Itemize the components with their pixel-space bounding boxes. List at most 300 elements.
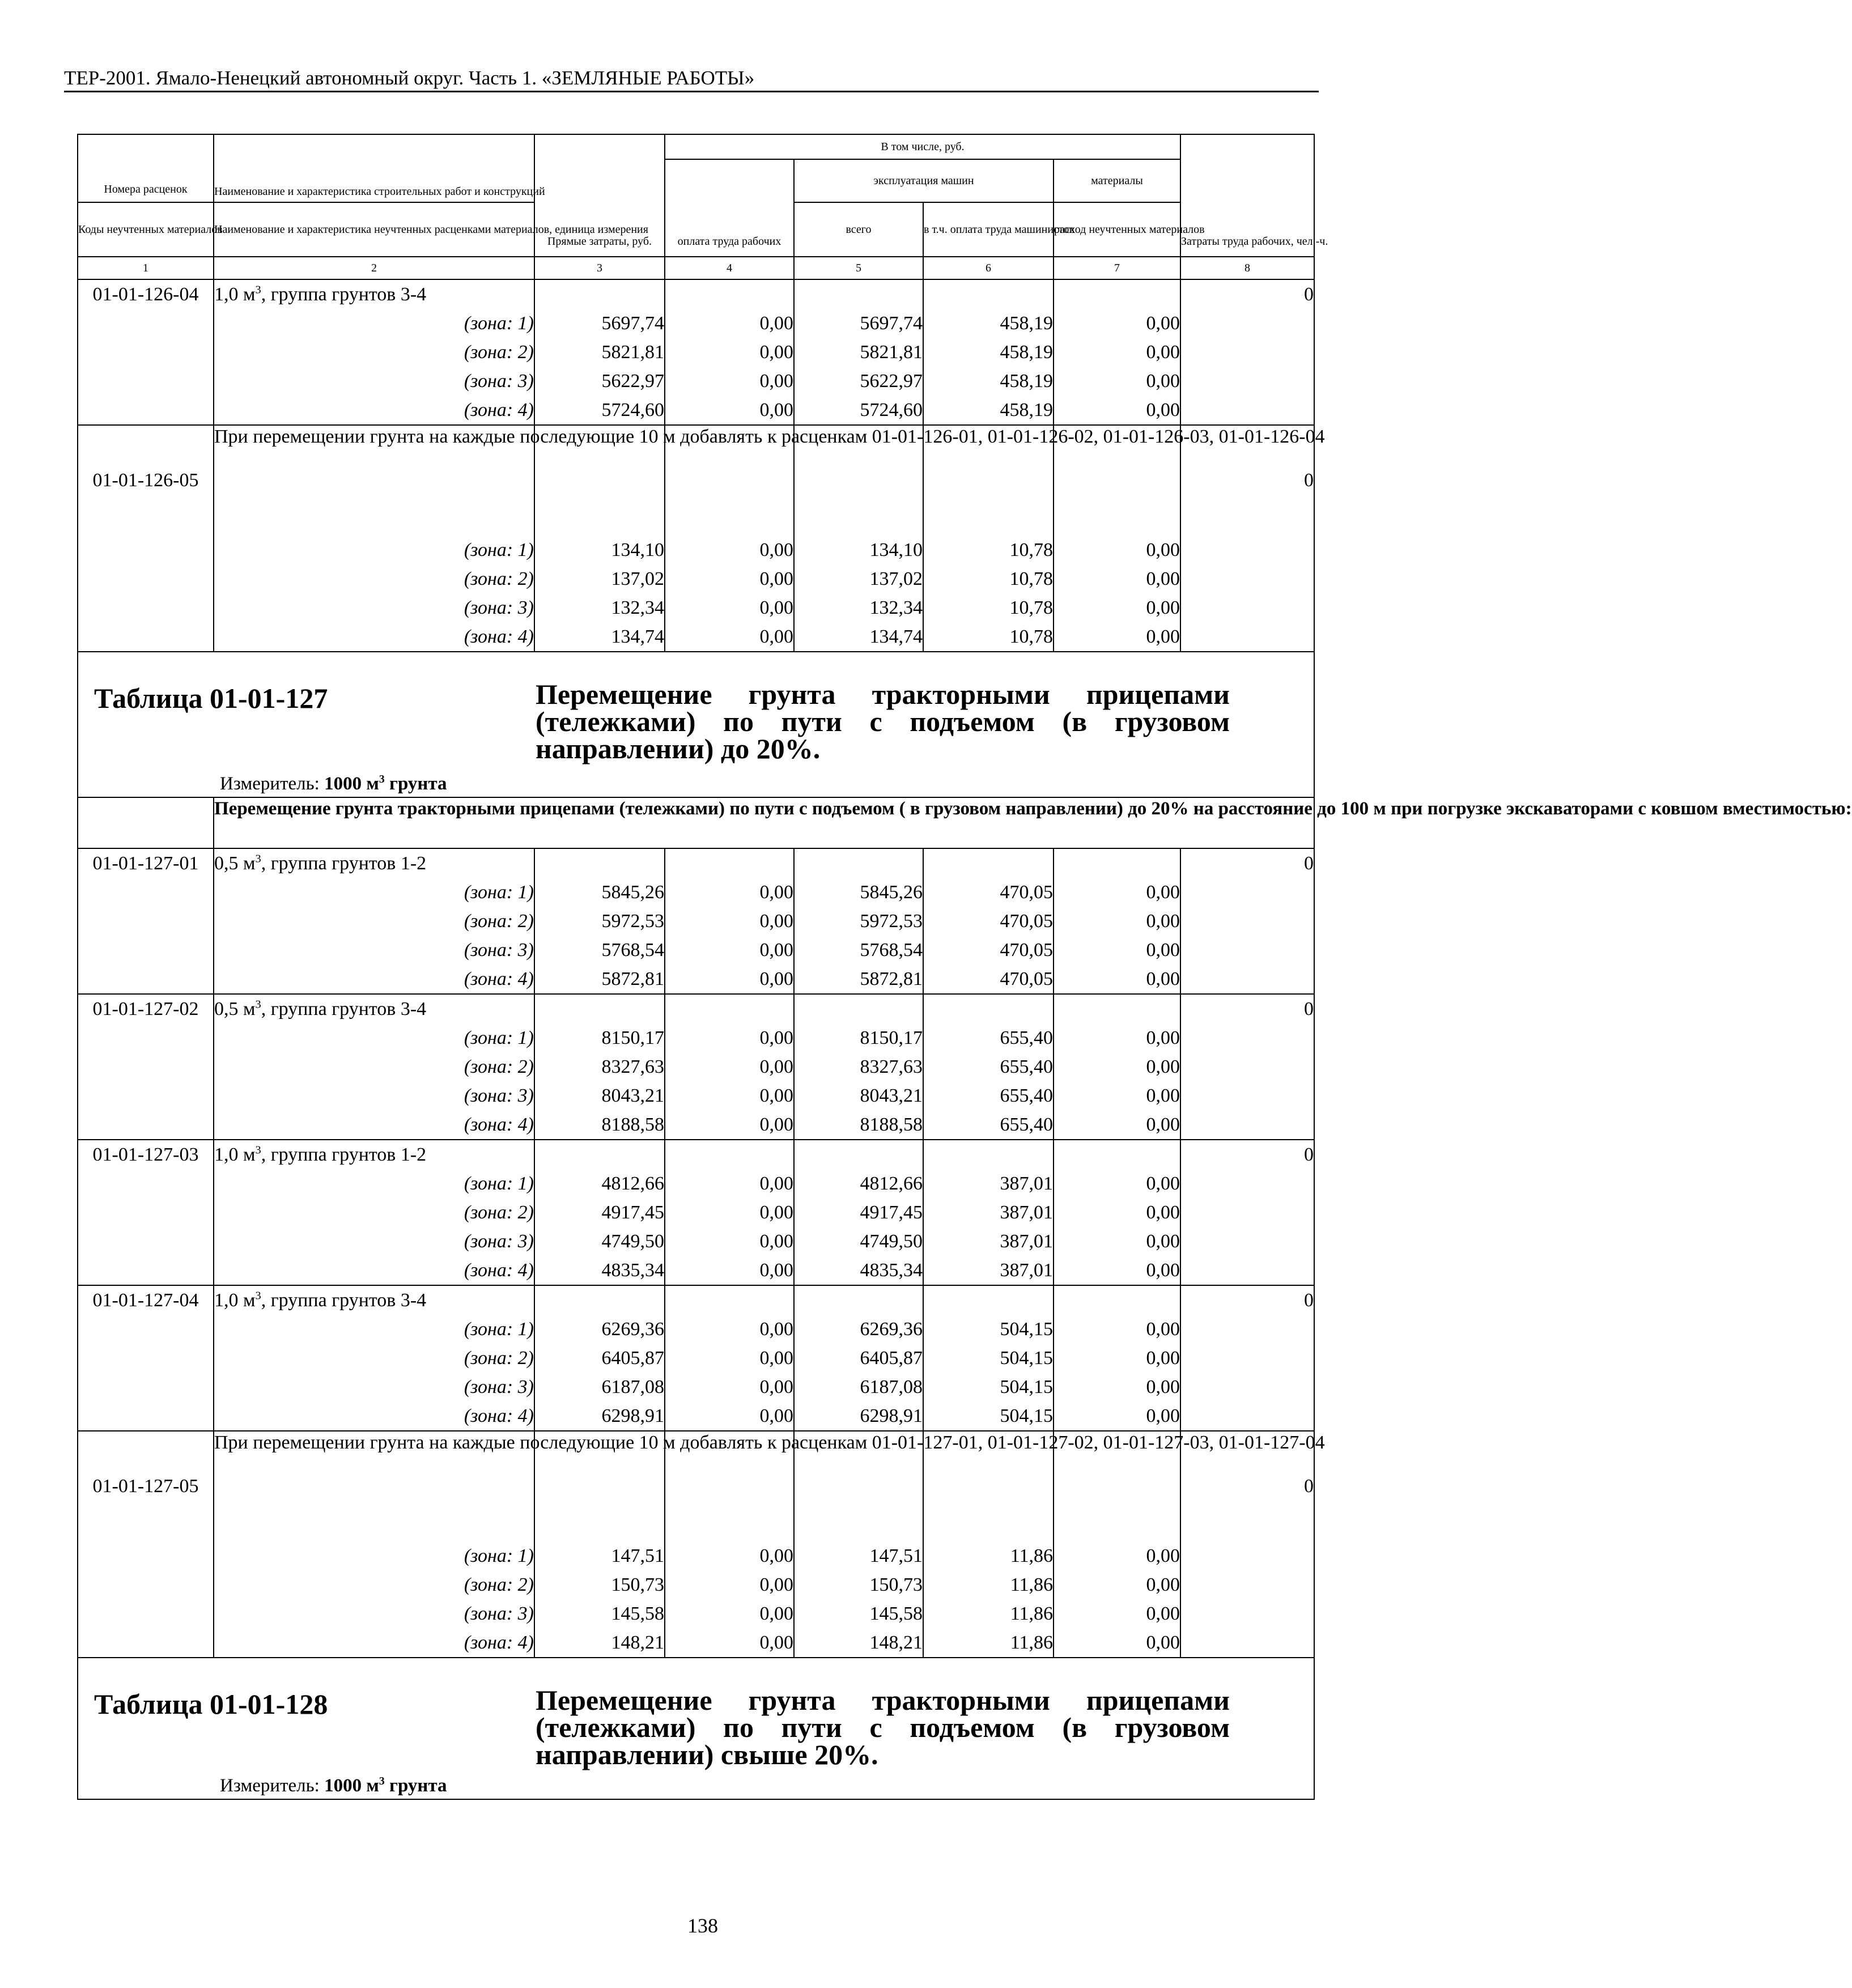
- direct-cost: 8327,63: [534, 1052, 665, 1081]
- section-title: Перемещение грунта тракторными прицепами (тележками) по пути с подъемом (в грузовом направлении) до 20%.: [536, 678, 1230, 764]
- machine-cost: 5821,81: [794, 338, 923, 367]
- rate-name-suffix: , группа грунтов 1-2: [261, 1144, 427, 1165]
- measure-suffix: грунта: [384, 774, 447, 794]
- zone-label: (зона: 2): [214, 907, 534, 936]
- rate-name-sup: 3: [255, 283, 261, 296]
- direct-cost: 4917,45: [534, 1198, 665, 1227]
- zone-label: (зона: 3): [214, 1227, 534, 1256]
- col-header-machine-total: всего: [794, 202, 923, 257]
- rate-code: 01-01-127-03: [78, 1140, 214, 1169]
- material-cost: 0,00: [1054, 878, 1180, 907]
- empty-cell: [1180, 936, 1314, 965]
- labor-value: 0: [1180, 1140, 1314, 1169]
- empty-cell: [534, 279, 665, 309]
- rate-row: [78, 1140, 1314, 1169]
- material-cost: 0,00: [1054, 309, 1180, 338]
- empty-cell: [78, 564, 214, 593]
- machinist-wage: 470,05: [923, 936, 1054, 965]
- machinist-wage: 11,86: [923, 1599, 1054, 1628]
- material-cost: 0,00: [1054, 1570, 1180, 1599]
- machinist-wage: 10,78: [923, 622, 1054, 652]
- empty-cell: [78, 1227, 214, 1256]
- empty-cell: [78, 1344, 214, 1373]
- empty-cell: [534, 1285, 665, 1315]
- machine-cost: 5972,53: [794, 907, 923, 936]
- zone-label: (зона: 3): [214, 367, 534, 396]
- empty-cell: [78, 965, 214, 994]
- rate-name: [214, 994, 534, 1023]
- empty-cell: [1180, 1110, 1314, 1140]
- material-cost: 0,00: [1054, 1401, 1180, 1431]
- empty-cell: [78, 1541, 214, 1570]
- rate-code: 01-01-127-04: [78, 1285, 214, 1315]
- empty-cell: [78, 1198, 214, 1227]
- rate-row: [78, 1285, 1314, 1315]
- worker-wage: 0,00: [665, 1373, 794, 1401]
- zone-row: [78, 1081, 1314, 1110]
- rate-row: [78, 425, 1314, 536]
- machine-cost: 5697,74: [794, 309, 923, 338]
- empty-cell: [78, 367, 214, 396]
- worker-wage: 0,00: [665, 309, 794, 338]
- section-measure: [220, 774, 447, 795]
- machine-cost: 8327,63: [794, 1052, 923, 1081]
- machinist-wage: 504,15: [923, 1344, 1054, 1373]
- zone-label: (зона: 4): [214, 396, 534, 425]
- empty-cell: [665, 279, 794, 309]
- rates-table: [77, 134, 1852, 1813]
- rate-code: 01-01-127-02: [78, 994, 214, 1023]
- worker-wage: 0,00: [665, 878, 794, 907]
- direct-cost: 134,10: [534, 536, 665, 564]
- machinist-wage: 458,19: [923, 396, 1054, 425]
- rate-name: [214, 848, 534, 878]
- measure-label: Измеритель:: [220, 1775, 325, 1796]
- rate-row: [78, 994, 1314, 1023]
- worker-wage: 0,00: [665, 1081, 794, 1110]
- direct-cost: 145,58: [534, 1599, 665, 1628]
- empty-cell: [1180, 1401, 1314, 1431]
- empty-cell: [1180, 965, 1314, 994]
- rate-name-sup: 3: [255, 852, 261, 865]
- zone-row: [78, 1541, 1314, 1570]
- empty-cell: [1180, 1541, 1314, 1570]
- zone-label: (зона: 2): [214, 564, 534, 593]
- machinist-wage: 387,01: [923, 1256, 1054, 1285]
- empty-cell: [665, 1140, 794, 1169]
- machine-cost: 134,74: [794, 622, 923, 652]
- col-header-direct-costs: Прямые затраты, руб.: [534, 134, 665, 257]
- col-number: 2: [214, 257, 534, 279]
- empty-cell: [794, 1140, 923, 1169]
- machine-cost: 4835,34: [794, 1256, 923, 1285]
- rate-row: [78, 279, 1314, 309]
- machine-cost: 6405,87: [794, 1344, 923, 1373]
- zone-label: (зона: 4): [214, 1401, 534, 1431]
- machinist-wage: 10,78: [923, 593, 1054, 622]
- zone-label: (зона: 2): [214, 1052, 534, 1081]
- direct-cost: 5622,97: [534, 367, 665, 396]
- empty-cell: [1180, 396, 1314, 425]
- machine-cost: 5724,60: [794, 396, 923, 425]
- empty-cell: [534, 1140, 665, 1169]
- material-cost: 0,00: [1054, 1023, 1180, 1052]
- rate-name: [214, 1285, 534, 1315]
- zone-row: [78, 1256, 1314, 1285]
- col-header-material-consumption: расход неучтенных материалов: [1054, 202, 1180, 257]
- section-title: Перемещение грунта тракторными прицепами (тележками) по пути с подъемом (в грузовом направлении) свыше 20%.: [536, 1684, 1230, 1770]
- empty-cell: [1180, 1315, 1314, 1344]
- empty-cell: [78, 1599, 214, 1628]
- empty-cell: [78, 878, 214, 907]
- zone-label: (зона: 3): [214, 1599, 534, 1628]
- col-number: 3: [534, 257, 665, 279]
- measure-value: [324, 1775, 447, 1796]
- material-cost: 0,00: [1054, 367, 1180, 396]
- worker-wage: 0,00: [665, 396, 794, 425]
- empty-cell: [794, 994, 923, 1023]
- empty-cell: [1180, 536, 1314, 564]
- rate-code: 01-01-127-05: [78, 1431, 214, 1541]
- zone-row: [78, 536, 1314, 564]
- zone-row: [78, 1110, 1314, 1140]
- rate-name: [214, 1140, 534, 1169]
- page-number: 138: [687, 1914, 718, 1937]
- rate-name-suffix: , группа грунтов 3-4: [261, 283, 427, 305]
- col-header-rate-number: Номера расценок: [78, 134, 214, 202]
- empty-cell: [78, 309, 214, 338]
- empty-cell: [1180, 1023, 1314, 1052]
- worker-wage: 0,00: [665, 1541, 794, 1570]
- empty-cell: [78, 1052, 214, 1081]
- rate-code: 01-01-126-04: [78, 279, 214, 309]
- machine-cost: 6269,36: [794, 1315, 923, 1344]
- direct-cost: 4835,34: [534, 1256, 665, 1285]
- empty-cell: [1054, 994, 1180, 1023]
- col-header-work-name: Наименование и характеристика строительных работ и конструкций: [214, 134, 534, 202]
- rate-note: При перемещении грунта на каждые последующие 10 м добавлять к расценкам 01-01-126-01, 01-01-126-02, 01-01-126-03, 01-01-126-04: [214, 425, 534, 536]
- empty-cell: [1180, 338, 1314, 367]
- worker-wage: 0,00: [665, 1570, 794, 1599]
- machine-cost: 132,34: [794, 593, 923, 622]
- rate-name-suffix: , группа грунтов 1-2: [261, 852, 427, 874]
- material-cost: 0,00: [1054, 1227, 1180, 1256]
- section-header-cell: [78, 652, 1314, 797]
- empty-cell: [1180, 564, 1314, 593]
- empty-cell: [78, 536, 214, 564]
- rate-name-sup: 3: [255, 998, 261, 1011]
- direct-cost: 150,73: [534, 1570, 665, 1599]
- empty-cell: [1180, 593, 1314, 622]
- measure-sup: 3: [379, 1775, 385, 1787]
- empty-cell: [78, 1401, 214, 1431]
- rate-name-suffix: , группа грунтов 3-4: [261, 998, 427, 1020]
- empty-cell: [78, 1570, 214, 1599]
- zone-label: (зона: 1): [214, 1541, 534, 1570]
- empty-cell: [665, 1285, 794, 1315]
- empty-cell: [1180, 1570, 1314, 1599]
- page-header-title: ТЕР-2001. Ямало-Ненецкий автономный округ. Часть 1. «ЗЕМЛЯНЫЕ РАБОТЫ»: [64, 67, 755, 89]
- empty-cell: [1180, 622, 1314, 652]
- empty-cell: [1180, 1344, 1314, 1373]
- empty-cell: [1054, 848, 1180, 878]
- machinist-wage: 387,01: [923, 1169, 1054, 1198]
- machine-cost: 6298,91: [794, 1401, 923, 1431]
- empty-cell: [923, 994, 1054, 1023]
- direct-cost: 5872,81: [534, 965, 665, 994]
- zone-row: [78, 1401, 1314, 1431]
- zone-label: (зона: 2): [214, 1198, 534, 1227]
- material-cost: 0,00: [1054, 593, 1180, 622]
- machine-cost: 134,10: [794, 536, 923, 564]
- worker-wage: 0,00: [665, 564, 794, 593]
- empty-cell: [923, 279, 1054, 309]
- material-cost: 0,00: [1054, 936, 1180, 965]
- machine-cost: 8150,17: [794, 1023, 923, 1052]
- worker-wage: 0,00: [665, 338, 794, 367]
- material-cost: 0,00: [1054, 564, 1180, 593]
- direct-cost: 4812,66: [534, 1169, 665, 1198]
- empty-cell: [78, 1256, 214, 1285]
- empty-cell: [78, 622, 214, 652]
- measure-sup: 3: [379, 773, 385, 785]
- empty-cell: [1054, 279, 1180, 309]
- material-cost: 0,00: [1054, 622, 1180, 652]
- rate-code: 01-01-127-01: [78, 848, 214, 878]
- empty-cell: [1180, 1169, 1314, 1198]
- empty-cell: [534, 848, 665, 878]
- machine-cost: 137,02: [794, 564, 923, 593]
- material-cost: 0,00: [1054, 1628, 1180, 1658]
- rate-code: 01-01-126-05: [78, 425, 214, 536]
- material-cost: 0,00: [1054, 1256, 1180, 1285]
- machine-cost: 8188,58: [794, 1110, 923, 1140]
- material-cost: 0,00: [1054, 1110, 1180, 1140]
- material-cost: 0,00: [1054, 1344, 1180, 1373]
- material-cost: 0,00: [1054, 965, 1180, 994]
- empty-cell: [78, 593, 214, 622]
- machine-cost: 147,51: [794, 1541, 923, 1570]
- empty-cell: [78, 338, 214, 367]
- zone-label: (зона: 4): [214, 1628, 534, 1658]
- zone-label: (зона: 2): [214, 1570, 534, 1599]
- col-header-material-codes: Коды неучтенных материалов: [78, 202, 214, 257]
- col-header-material-names: Наименование и характеристика неучтенных расценками материалов, единица измерения: [214, 202, 534, 257]
- empty-cell: [1180, 1227, 1314, 1256]
- rate-name-sup: 3: [255, 1144, 261, 1157]
- machinist-wage: 655,40: [923, 1023, 1054, 1052]
- col-header-machine-operation: эксплуатация машин: [794, 159, 1054, 202]
- col-number: 4: [665, 257, 794, 279]
- direct-cost: 8043,21: [534, 1081, 665, 1110]
- zone-label: (зона: 4): [214, 965, 534, 994]
- zone-label: (зона: 1): [214, 536, 534, 564]
- material-cost: 0,00: [1054, 1599, 1180, 1628]
- section-label: Таблица 01-01-127: [94, 682, 328, 714]
- material-cost: 0,00: [1054, 1081, 1180, 1110]
- worker-wage: 0,00: [665, 936, 794, 965]
- empty-cell: [1054, 1140, 1180, 1169]
- worker-wage: 0,00: [665, 965, 794, 994]
- zone-label: (зона: 3): [214, 593, 534, 622]
- direct-cost: 5697,74: [534, 309, 665, 338]
- machinist-wage: 655,40: [923, 1110, 1054, 1140]
- empty-cell: [794, 279, 923, 309]
- direct-cost: 147,51: [534, 1541, 665, 1570]
- empty-cell: [1054, 1285, 1180, 1315]
- zone-row: [78, 1023, 1314, 1052]
- machinist-wage: 470,05: [923, 907, 1054, 936]
- zone-row: [78, 878, 1314, 907]
- machinist-wage: 655,40: [923, 1052, 1054, 1081]
- direct-cost: 6187,08: [534, 1373, 665, 1401]
- zone-row: [78, 1373, 1314, 1401]
- worker-wage: 0,00: [665, 593, 794, 622]
- machinist-wage: 11,86: [923, 1541, 1054, 1570]
- zone-row: [78, 338, 1314, 367]
- worker-wage: 0,00: [665, 1256, 794, 1285]
- worker-wage: 0,00: [665, 1169, 794, 1198]
- empty-cell: [78, 797, 214, 848]
- worker-wage: 0,00: [665, 1227, 794, 1256]
- empty-cell: [78, 1081, 214, 1110]
- rate-name: [214, 279, 534, 309]
- direct-cost: 8188,58: [534, 1110, 665, 1140]
- direct-cost: 6405,87: [534, 1344, 665, 1373]
- labor-value: 0: [1180, 848, 1314, 878]
- zone-row: [78, 965, 1314, 994]
- worker-wage: 0,00: [665, 367, 794, 396]
- material-cost: 0,00: [1054, 396, 1180, 425]
- empty-cell: [1180, 1052, 1314, 1081]
- machine-cost: 150,73: [794, 1570, 923, 1599]
- col-header-including-group: В том числе, руб.: [665, 134, 1180, 159]
- empty-cell: [1180, 907, 1314, 936]
- machine-cost: 4749,50: [794, 1227, 923, 1256]
- col-number: 7: [1054, 257, 1180, 279]
- empty-cell: [794, 848, 923, 878]
- empty-cell: [665, 994, 794, 1023]
- machine-cost: 5845,26: [794, 878, 923, 907]
- machinist-wage: 10,78: [923, 564, 1054, 593]
- rate-row: [78, 1431, 1314, 1541]
- empty-cell: [78, 1373, 214, 1401]
- machine-cost: 8043,21: [794, 1081, 923, 1110]
- table-section-header: [78, 1658, 1314, 1799]
- empty-cell: [923, 1285, 1054, 1315]
- material-cost: 0,00: [1054, 536, 1180, 564]
- zone-row: [78, 1570, 1314, 1599]
- empty-cell: [78, 936, 214, 965]
- zone-label: (зона: 1): [214, 1023, 534, 1052]
- empty-cell: [78, 1315, 214, 1344]
- zone-row: [78, 1198, 1314, 1227]
- zone-label: (зона: 2): [214, 1344, 534, 1373]
- empty-cell: [1180, 1599, 1314, 1628]
- empty-cell: [1180, 878, 1314, 907]
- col-number: 1: [78, 257, 214, 279]
- worker-wage: 0,00: [665, 1628, 794, 1658]
- rate-name-text: 1,0 м: [214, 1289, 256, 1311]
- machinist-wage: 470,05: [923, 965, 1054, 994]
- machinist-wage: 655,40: [923, 1081, 1054, 1110]
- material-cost: 0,00: [1054, 1541, 1180, 1570]
- zone-label: (зона: 2): [214, 338, 534, 367]
- section-measure: [220, 1775, 447, 1796]
- empty-cell: [78, 1169, 214, 1198]
- zone-row: [78, 396, 1314, 425]
- col-number: 6: [923, 257, 1054, 279]
- machinist-wage: 387,01: [923, 1227, 1054, 1256]
- worker-wage: 0,00: [665, 1401, 794, 1431]
- material-cost: 0,00: [1054, 1169, 1180, 1198]
- empty-cell: [78, 1023, 214, 1052]
- machinist-wage: 470,05: [923, 878, 1054, 907]
- zone-row: [78, 1227, 1314, 1256]
- rate-name-text: 0,5 м: [214, 852, 256, 874]
- header-rule: [64, 91, 1319, 92]
- material-cost: 0,00: [1054, 1373, 1180, 1401]
- zone-label: (зона: 4): [214, 622, 534, 652]
- measure-unit: 1000 м: [324, 1775, 379, 1796]
- zone-row: [78, 367, 1314, 396]
- measure-label: Измеритель:: [220, 774, 325, 794]
- machinist-wage: 11,86: [923, 1628, 1054, 1658]
- empty-cell: [78, 1628, 214, 1658]
- worker-wage: 0,00: [665, 1052, 794, 1081]
- zone-row: [78, 1599, 1314, 1628]
- direct-cost: 134,74: [534, 622, 665, 652]
- direct-cost: 5768,54: [534, 936, 665, 965]
- rate-name-text: 1,0 м: [214, 1144, 256, 1165]
- machinist-wage: 458,19: [923, 367, 1054, 396]
- labor-value: 0: [1180, 1431, 1314, 1541]
- labor-value: 0: [1180, 279, 1314, 309]
- machinist-wage: 504,15: [923, 1373, 1054, 1401]
- zone-row: [78, 593, 1314, 622]
- direct-cost: 6298,91: [534, 1401, 665, 1431]
- direct-cost: 137,02: [534, 564, 665, 593]
- zone-label: (зона: 3): [214, 1081, 534, 1110]
- section-label: Таблица 01-01-128: [94, 1688, 328, 1720]
- direct-cost: 5821,81: [534, 338, 665, 367]
- direct-cost: 5972,53: [534, 907, 665, 936]
- direct-cost: 132,34: [534, 593, 665, 622]
- zone-row: [78, 622, 1314, 652]
- empty-cell: [665, 848, 794, 878]
- worker-wage: 0,00: [665, 907, 794, 936]
- worker-wage: 0,00: [665, 1315, 794, 1344]
- machine-cost: 6187,08: [794, 1373, 923, 1401]
- rate-name-text: 1,0 м: [214, 283, 256, 305]
- worker-wage: 0,00: [665, 1198, 794, 1227]
- machinist-wage: 10,78: [923, 536, 1054, 564]
- machinist-wage: 11,86: [923, 1570, 1054, 1599]
- section-subheading: Перемещение грунта тракторными прицепами (тележками) по пути с подъемом ( в грузовом направлении) до 20% на расстояние до 100 м при погрузке экскаваторами с ковшом вместимостью:: [214, 797, 1314, 848]
- direct-cost: 6269,36: [534, 1315, 665, 1344]
- col-header-materials: материалы: [1054, 159, 1180, 202]
- zone-label: (зона: 1): [214, 878, 534, 907]
- worker-wage: 0,00: [665, 1023, 794, 1052]
- empty-cell: [923, 1140, 1054, 1169]
- col-number: 5: [794, 257, 923, 279]
- rate-note: При перемещении грунта на каждые последующие 10 м добавлять к расценкам 01-01-127-01, 01-01-127-02, 01-01-127-03, 01-01-127-04: [214, 1431, 534, 1541]
- zone-row: [78, 1628, 1314, 1658]
- zone-row: [78, 564, 1314, 593]
- zone-row: [78, 907, 1314, 936]
- worker-wage: 0,00: [665, 536, 794, 564]
- material-cost: 0,00: [1054, 1198, 1180, 1227]
